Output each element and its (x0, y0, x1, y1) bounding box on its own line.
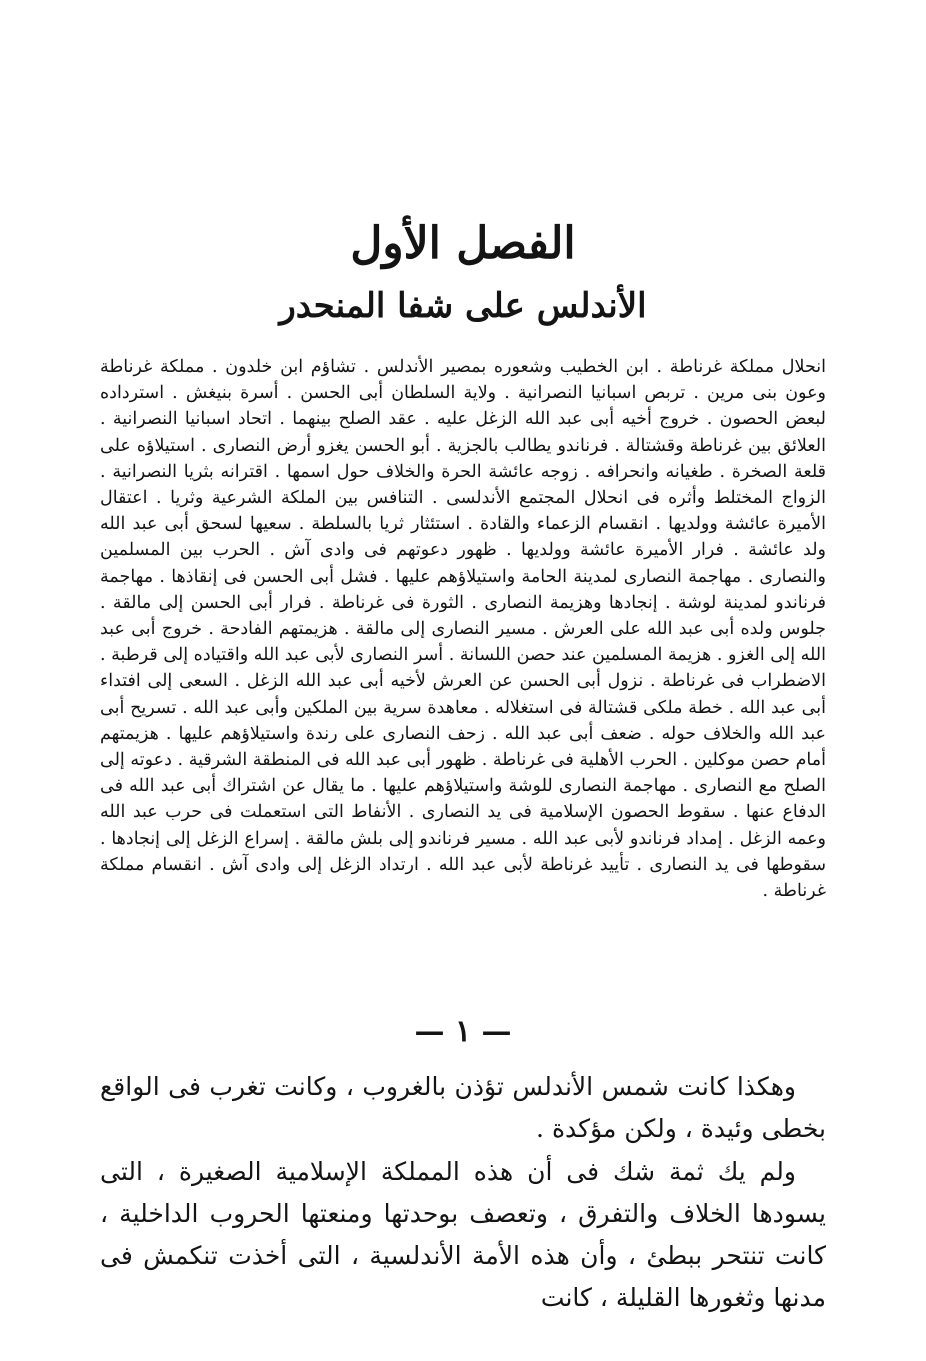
chapter-summary: انحلال مملكة غرناطة . ابن الخطيب وشعوره بمصير الأندلس . تشاؤم ابن خلدون . مملكة غرناطة وعون بنى مرين . تربص اسبانيا النصرانية . ولاية السلطان أبى الحسن . أسرة بنيغش . استرداده لبعض الحصون . خروج أخيه أبى عبد الله الزغل عليه . عقد الصلح بينهما . اتحاد اسبانيا النصرانية . العلائق بين غرناطة وقشتالة . فرناندو يطالب بالجزية . أبو الحسن يغزو أرض النصارى . استيلاؤه على قلعة الصخرة . طغيانه وانحرافه . زوجه عائشة الحرة والخلاف حول اسمها . اقترانه بثريا النصرانية . الزواج المختلط وأثره فى انحلال المجتمع الأندلسى . التنافس بين الملكة الشرعية وثريا . اعتقال الأميرة عائشة وولديها . انقسام الزعماء والقادة . استئثار ثريا بالسلطة . سعيها لسحق أبى عبد الله ولد عائشة . فرار الأميرة عائشة وولديها . ظهور دعوتهم فى وادى آش . الحرب بين المسلمين والنصارى . مهاجمة النصارى لمدينة الحامة واستيلاؤهم عليها . فشل أبى الحسن فى إنقاذها . مهاجمة فرناندو لمدينة لوشة . إنجادها وهزيمة النصارى . الثورة فى غرناطة . فرار أبى الحسن إلى مالقة . جلوس ولده أبى عبد الله على العرش . مسير النصارى إلى مالقة . هزيمتهم الفادحة . خروج أبى عبد الله إلى الغزو . هزيمة المسلمين عند حصن اللسانة . أسر النصارى لأبى عبد الله واقتياده إلى قرطبة . الاضطراب فى غرناطة . نزول أبى الحسن عن العرش لأخيه أبى عبد الله الزغل . السعى إلى افتداء أبى عبد الله . خطة ملكى قشتالة فى استغلاله . معاهدة سرية بين الملكين وأبى عبد الله . تسريح أبى عبد الله والخلاف حوله . ضعف أبى عبد الله . زحف النصارى على رندة واستيلاؤهم عليها . هزيمتهم أمام حصن موكلين . الحرب الأهلية فى غرناطة . ظهور أبى عبد الله فى المنطقة الشرقية . دعوته إلى الصلح مع النصارى . مهاجمة النصارى للوشة واستيلاؤهم عليها . ما يقال عن اشتراك أبى عبد الله فى الدفاع عنها . سقوط الحصون الإسلامية فى يد النصارى . الأنفاط التى استعملت فى حرب عبد الله وعمه الزغل . إمداد فرناندو لأبى عبد الله . مسير فرناندو إلى بلش مالقة . إسراع الزغل إلى إنجادها . سقوطها فى يد النصارى . تأييد غرناطة لأبى عبد الله . ارتداد الزغل إلى وادى آش . انقسام مملكة غرناطة . (100, 357, 826, 902)
body-paragraph-2: ولم يك ثمة شك فى أن هذه المملكة الإسلامية الصغيرة ، التى يسودها الخلاف والتفرق ، وتعصف بوحدتها ومنعتها الحروب الداخلية ، كانت تنتحر ببطئ ، وأن هذه الأمة الأندلسية ، التى أخذت تنكمش فى مدنها وثغورها القليلة ، كانت (100, 1157, 826, 1312)
body-paragraph-1: وهكذا كانت شمس الأندلس تؤذن بالغروب ، وكانت تغرب فى الواقع بخطى وئيدة ، ولكن مؤكدة . (100, 1072, 826, 1143)
chapter-subtitle: الأندلس على شفا المنحدر (279, 286, 647, 326)
chapter-title: الفصل الأول (350, 218, 576, 269)
section-number: — ١ — (414, 1014, 512, 1049)
